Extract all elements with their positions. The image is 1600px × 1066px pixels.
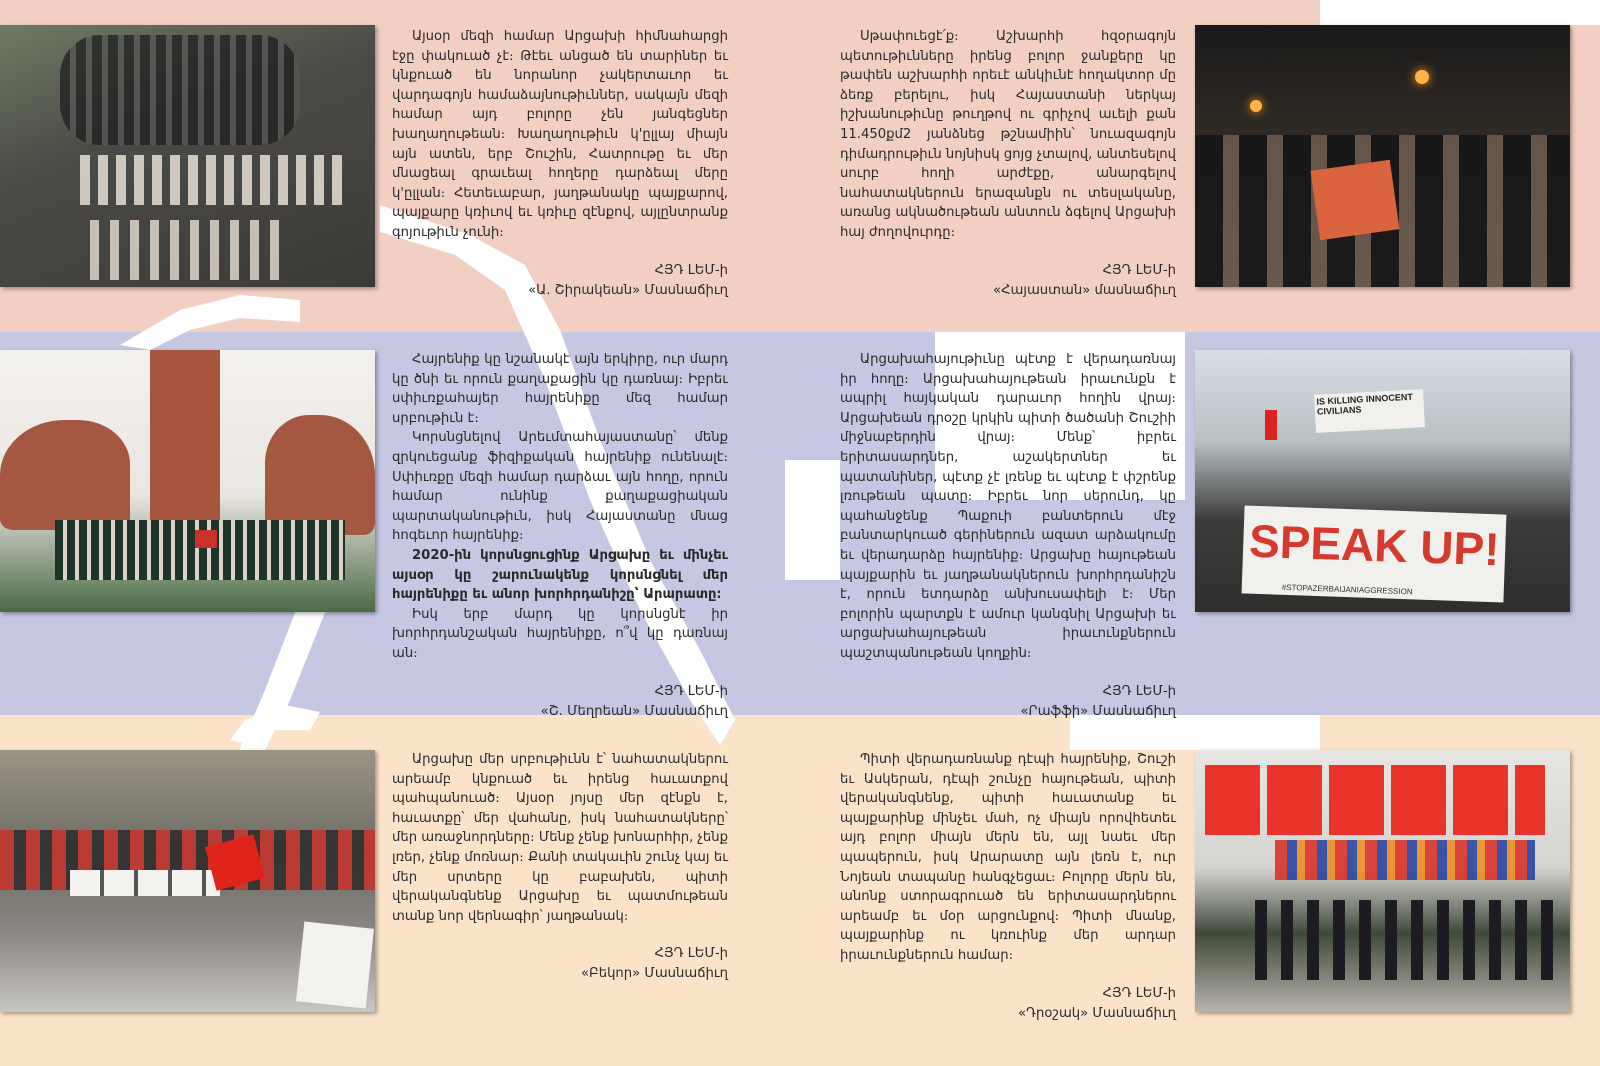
article-signature xyxy=(840,682,1176,722)
article-paragraph: Հայրենիք կը նշանակէ այն երկիրը, ուր մարդ կը ծնի եւ որուն քաղաքացին կը դառնայ։ Իբրեւ սփիւռքահայեր հայրենիքը մեզ համար սրբութիւն է։ xyxy=(392,352,728,426)
signature-branch: «Դրօշակ» Մասնաճիւղ xyxy=(1017,1005,1176,1021)
photo-candles-group xyxy=(0,25,375,287)
article-paragraph: 2020-ին կորսնցուցինք Արցախը եւ մինչեւ այսօր կը շարունակենք կորսնցնել մեր հայրենիքը եւ անոր խորհրդանիշը՝ Արարատը։ xyxy=(392,547,728,603)
article-raffi xyxy=(840,350,1176,722)
speak-up-banner xyxy=(1242,505,1507,602)
article-shirakian xyxy=(392,27,728,301)
article-signature xyxy=(840,261,1176,301)
signature-branch: «Հայաստան» մասնաճիւղ xyxy=(993,282,1176,298)
article-hayastan xyxy=(840,27,1176,301)
article-drosag xyxy=(840,750,1176,1024)
article-paragraph: Արցախահայութիւնը պէտք է վերադառնայ իր հողը։ Արցախահայութեան իրաւունքն է ապրիլ հայկական դարաւոր հողին վրայ։ Արցախեան դրօշը կրկին պիտի ծածանի Շուշիի միջնաբերդին վրայ։ Մենք՝ իբրեւ երիտասարդներ, աշակերտներ եւ պատանիներ, պէտք չէ լռենք եւ պէտք է փշրենք լռութեան պատը։ Իբրեւ նոր սերունդ, կը պահանջենք Պաքուի բանտերուն մէջ բանտարկուած գերիներուն ազատ արձակումը եւ վերադարձը հայրենիք։ Արցախը հայութեան պայքարին եւ յաղթանակներուն խորհրդանիշն է, որուն ետդարձը անխուսափելի է։ Մեր բոլորին պարտքն է ամուր կանգնիլ Արցախի եւ արցախահայութեան իրաւունքներուն պաշտպանութեան կողքին։ xyxy=(840,352,1176,661)
article-signature xyxy=(392,944,728,984)
banner-hashtag: #STOPAZERBAIJANIAGGRESSION xyxy=(1281,582,1413,597)
photo-flag-march xyxy=(1195,750,1570,1012)
article-bekor xyxy=(392,750,728,984)
photo-torch-march xyxy=(1195,25,1570,287)
banner-text: SPEAK UP! xyxy=(1248,514,1501,576)
article-signature xyxy=(392,682,728,722)
article-paragraph: Սթափուեցէ՛ք։ Աշխարհի հզօրագոյն պետութիւնները իրենց բոլոր ջանքերը կը թափեն աշխարհի որեւէ անկիւնէ հողակտոր մը ձեռք բերելու, իսկ Հայաստանի ներկայ իշխանութիւնը թուղթով ու գրիչով աւելի քան 11.450քմ2 յանձնեց թշնամիին՝ նուազագոյն դիմադրութիւն նոյնիսկ ցոյց չտալով, անտեսելով սուրբ հողի արժէքը, անարգելով նահատակներուն երազանքն ու տեսլականը, առանց ակնածութեան անտուն ձգելով Արցախի հայ ժողովուրդը։ xyxy=(840,29,1176,240)
article-paragraph: Արցախը մեր սրբութիւնն է՝ նահատակներու արեամբ կնքուած եւ իրենց հաւատքով պահպանուած։ Այսօր յոյսը մեր զէնքն է, հաւատքը՝ մեր վահանը, իսկ նահատակները՝ մեր առաջնորդները։ Մենք չենք խոնարհիր, չենք լռեր, չենք մոռնար։ Քանի տակաւին շունչ կայ եւ մեր սրտերը կը բաբախեն, պիտի վերականգնենք Արցախը եւ պատմութեան տանք նոր վերնագիր՝ յաղթանակ։ xyxy=(392,752,728,924)
signature-branch: «Րաֆֆի» Մասնաճիւղ xyxy=(1020,703,1176,719)
signature-branch: «Բեկոր» Մասնաճիւղ xyxy=(580,966,728,982)
signature-org: ՀՅԴ ԼԵՄ-ի xyxy=(1102,985,1176,1001)
article-signature xyxy=(840,984,1176,1024)
signature-org: ՀՅԴ ԼԵՄ-ի xyxy=(1102,262,1176,278)
signature-org: ՀՅԴ ԼԵՄ-ի xyxy=(654,946,728,962)
signature-branch: «Ա. Շիրակեան» Մասնաճիւղ xyxy=(528,282,728,298)
signature-org: ՀՅԴ ԼԵՄ-ի xyxy=(654,683,728,699)
article-meghrian xyxy=(392,350,728,722)
signature-branch: «Շ. Մեղրեան» Մասնաճիւղ xyxy=(540,703,728,719)
article-paragraph: Այսօր մեզի համար Արցախի հիմնահարցի էջը փակուած չէ։ Թէեւ անցած են տարիներ եւ կնքուած են նորանոր չակերտաւոր եւ վարդագոյն համաձայնութիւններ, սակայն մեզի համար այդ բոլորը չեն յանգեցներ խաղաղութեան։ Խաղաղութիւն կ'ըլլայ միայն այն ատեն, երբ Շուշին, Հատրութը եւ մեր մնացեալ գրաւեալ հողերը դարձեալ մերը կ'ըլլան։ Հետեւաբար, յաղթանակը պայքարով, պայքարը կռիւով եւ կռիւը զէնքով, այլընտրանք գոյութիւն չունի։ xyxy=(392,29,728,240)
article-paragraph: Կորսնցնելով Արեւմտահայաստանը՝ մենք զրկուեցանք ֆիզիքական հայրենիք ունենալէ։ Սփիւռքը մեզի համար դարձաւ այն հողը, որուն համար ունինք քաղաքացիական պարտականութիւն, իսկ Հայաստանը մնաց հոգեւոր հայրենիք։ xyxy=(392,430,728,544)
protest-sign: IS KILLING INNOCENT CIVILIANS xyxy=(1314,389,1425,433)
article-paragraph: Պիտի վերադառնանք դէպի հայրենիք, Շուշի եւ Ասկերան, դէպի շունչը հայութեան, պիտի վերականգնենք, պիտի հաւատանք եւ պայքարինք մինչեւ մահ, ոչ միայն որովհետեւ այդ բոլոր միայն մերն են, այլ նաեւ մեր պապերուն, իսկ Արարատը այն լեռն է, ուր Նոյեան տապանը հանգչեցաւ։ Բոլորը մերն են, անոնք ստորագրուած են երիտասարդներու արեամբ եւ մօր արցունքով։ Պիտի մնանք, պայքարինք ու կռուինք մեր արդար իրաւունքներուն համար։ xyxy=(840,752,1176,963)
article-signature xyxy=(392,261,728,301)
signature-org: ՀՅԴ ԼԵՄ-ի xyxy=(654,262,728,278)
photo-speak-up-protest xyxy=(1195,350,1570,612)
signature-org: ՀՅԴ ԼԵՄ-ի xyxy=(1102,683,1176,699)
photo-sitting-protest xyxy=(0,750,375,1012)
article-paragraph: Իսկ երբ մարդ կը կորսնցնէ իր խորհրդանշական հայրենիքը, ո՞վ կը դառնայ ան։ xyxy=(392,606,728,661)
photo-sardarapat-memorial xyxy=(0,350,375,612)
